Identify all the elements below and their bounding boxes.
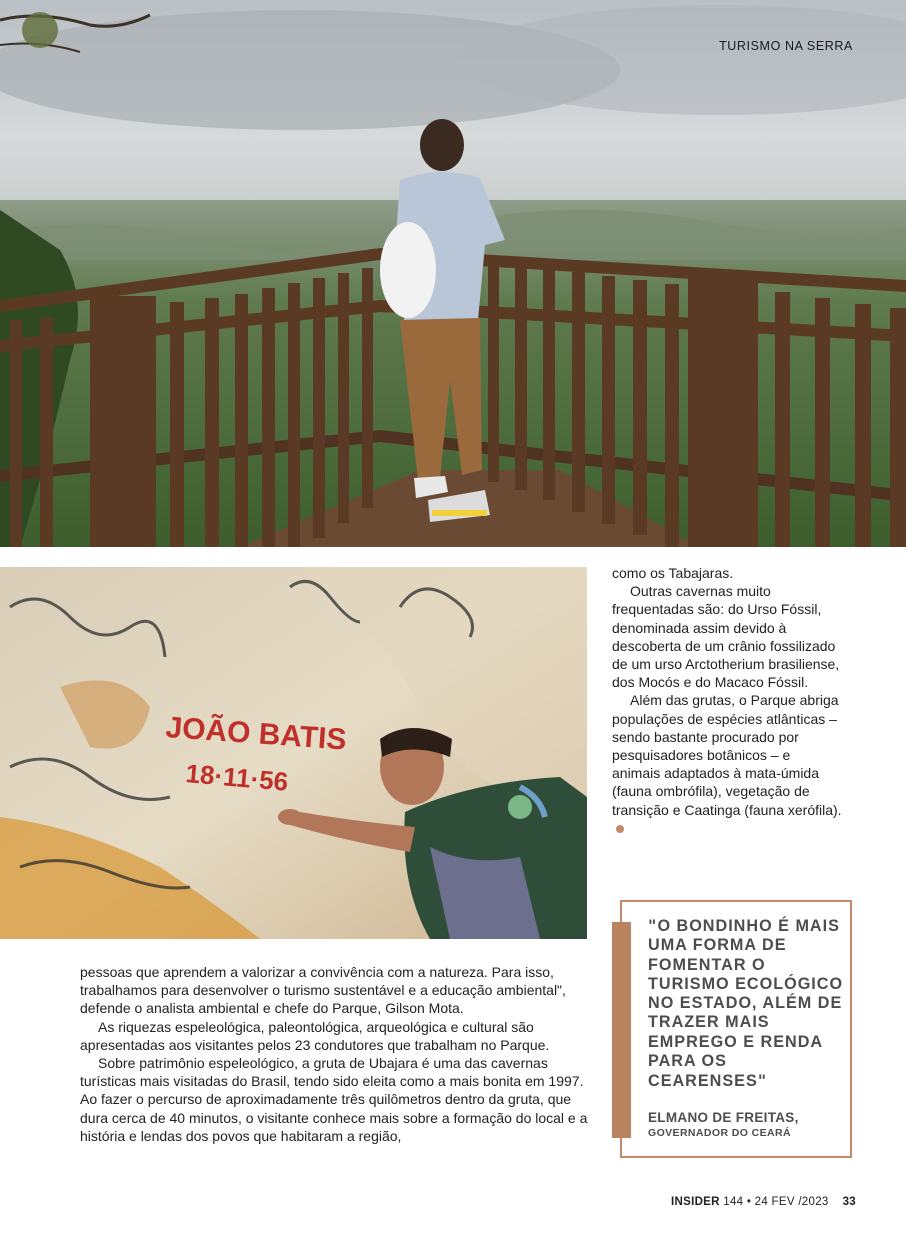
issue-info: 144 • 24 FEV /2023 [723, 1196, 829, 1208]
quote-attribution [648, 1110, 848, 1139]
graffiti-date: 18·11·56 [184, 758, 290, 797]
paragraph: Outras cavernas muito frequentadas são: do Urso Fóssil, denominada assim devido à descoberta de um crânio fossilizado de um urso Arctotherium brasiliense, dos Mocós e do Macaco Fóssil. [612, 583, 840, 691]
pull-quote-bar [612, 922, 631, 1138]
page-number: 33 [842, 1196, 856, 1208]
right-column-text [612, 564, 842, 837]
paragraph: Sobre patrimônio espeleológico, a gruta de Ubajara é uma das cavernas turísticas mais visitadas do Brasil, tendo sido eleita como a mais bonita em 1997. Ao fazer o percurso de aproximadamente três quilômetros dentro da gruta, que dura cerca de 40 minutos, o visitante conhece mais sobre a formação do local e a história e lendas dos povos que habitaram a região, [80, 1055, 588, 1144]
lookout-photo [0, 0, 906, 547]
pull-quote-text: O BONDINHO É MAIS UMA FORMA DE FOMENTAR O TURISMO ECOLÓGICO NO ESTADO, ALÉM DE TRAZER MAIS EMPREGO E RENDA PARA OS CEARENSES [648, 917, 844, 1091]
open-quote-icon: " [648, 916, 658, 935]
magazine-name: INSIDER [671, 1196, 720, 1208]
bottom-column-text [80, 963, 588, 1145]
end-mark-icon [616, 825, 624, 833]
section-label: TURISMO NA SERRA [719, 39, 853, 53]
paragraph: Além das grutas, o Parque abriga populações de espécies atlânticas – sendo bastante procurado por pesquisadores botânicos – e animais adaptados à mata-úmida (fauna ombrófila), vegetação de transição e Caatinga (fauna xerófila). [612, 691, 842, 837]
close-quote-icon: " [757, 1071, 768, 1091]
quote-author: ELMANO DE FREITAS, [648, 1110, 799, 1125]
paragraph: pessoas que aprendem a valorizar a convivência com a natureza. Para isso, trabalhamos para desenvolver o turismo sustentável e a educação ambiental", defende o analista ambiental e chefe do Parque, Gilson Mota. [80, 964, 566, 1017]
graffiti-name: JOÃO BATIS [164, 711, 348, 757]
quote-author-role: GOVERNADOR DO CEARÁ [648, 1127, 791, 1139]
page-footer [671, 1196, 856, 1208]
paragraph: As riquezas espeleológica, paleontológica, arqueológica e cultural são apresentadas aos visitantes pelos 23 condutores que trabalham no Parque. [80, 1018, 550, 1053]
cave-photo [0, 567, 587, 939]
paragraph: como os Tabajaras. [612, 565, 734, 581]
pull-quote [648, 916, 846, 1092]
